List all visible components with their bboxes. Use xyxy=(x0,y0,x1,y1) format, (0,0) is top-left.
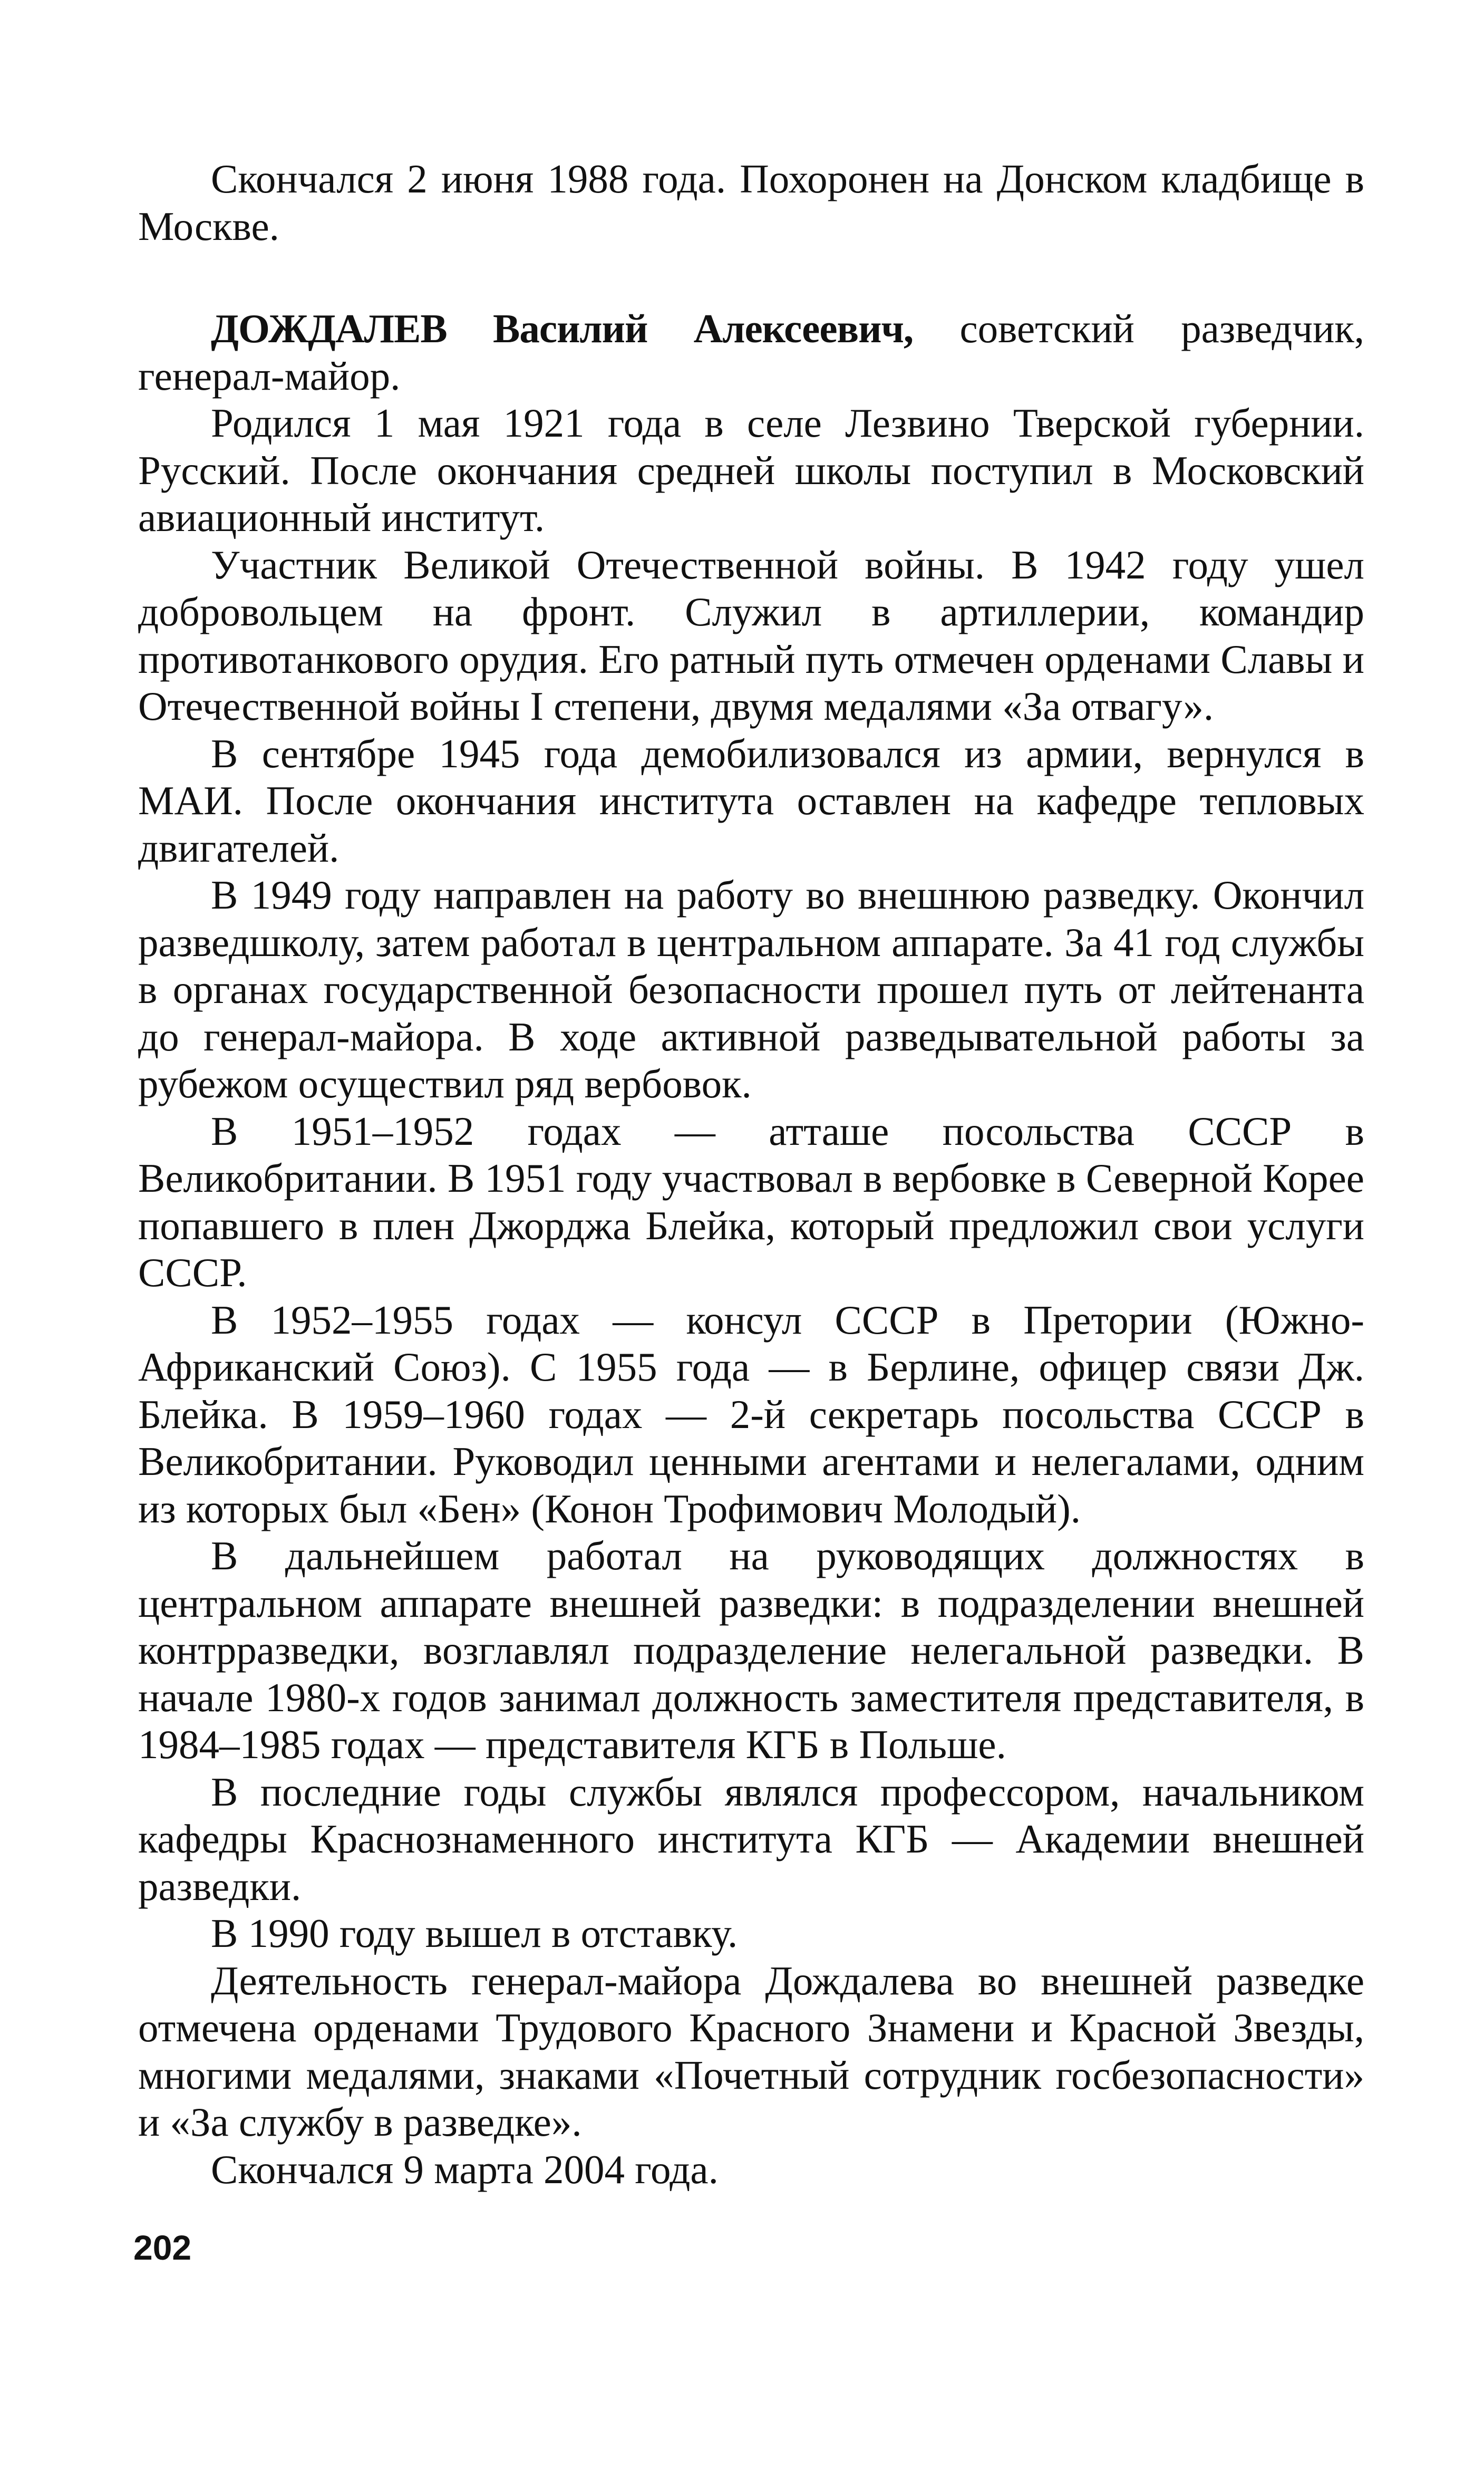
entry-descriptor: советский разведчик, генерал-майор. xyxy=(138,306,1364,399)
entry-paragraph-central-apparatus: В дальнейшем работал на руководящих должностях в центральном аппарате внешней разведки: в подразделении внешней контрразведки, возглавлял подразделение нелегальной разведки. В начале 1980-х годов занимал должность заместителя представителя, в 1984–1985 годах — представителя КГБ в Польше. xyxy=(138,1533,1364,1767)
entry-paragraph-academy: В последние годы службы являлся профессором, начальником кафедры Краснознаменного института КГБ — Академии внешней разведки. xyxy=(138,1769,1364,1909)
entry-paragraph-pretoria: В 1952–1955 годах — консул СССР в Претории (Южно-Африканский Союз). С 1955 года — в Берлине, офицер связи Дж. Блейка. В 1959–1960 годах — 2-й секретарь посольства СССР в Великобритании. Руководил ценными агентами и нелегалами, одним из которых был «Бен» (Конон Трофимович Молодый). xyxy=(138,1297,1364,1531)
page-number: 202 xyxy=(133,2228,192,2267)
entry-paragraph-demobilization: В сентябре 1945 года демобилизовался из армии, вернулся в МАИ. После окончания института оставлен на кафедре тепловых двигателей. xyxy=(138,730,1364,871)
entry-separator xyxy=(138,250,1364,305)
entry-paragraph-birth: Родился 1 мая 1921 года в селе Лезвино Тверской губернии. Русский. После окончания средней школы поступил в Московский авиационный институт. xyxy=(138,400,1364,540)
text-column xyxy=(138,156,1364,2193)
entry-heading-paragraph xyxy=(138,305,1364,400)
entry-paragraph-war: Участник Великой Отечественной войны. В 1942 году ушел добровольцем на фронт. Служил в артиллерии, командир противотанкового орудия. Его ратный путь отмечен орденами Славы и Отечественной войны I степени, двумя медалями «За отвагу». xyxy=(138,542,1364,729)
entry-name: ДОЖДАЛЕВ Василий Алексеевич, xyxy=(211,306,914,351)
entry-paragraph-britain: В 1951–1952 годах — атташе посольства СССР в Великобритании. В 1951 году участвовал в вербовке в Северной Корее попавшего в плен Джорджа Блейка, который предложил свои услуги СССР. xyxy=(138,1108,1364,1295)
entry-paragraph-intelligence: В 1949 году направлен на работу во внешнюю разведку. Окончил разведшколу, затем работал в центральном аппарате. За 41 год службы в органах государственной безопасности прошел путь от лейтенанта до генерал-майора. В ходе активной разведывательной работы за рубежом осуществил ряд вербовок. xyxy=(138,872,1364,1106)
entry-paragraph-death: Скончался 9 марта 2004 года. xyxy=(211,2146,719,2192)
entry-paragraph-awards: Деятельность генерал-майора Дождалева во внешней разведке отмечена орденами Трудового Красного Знамени и Красной Звезды, многими медалями, знаками «Почетный сотрудник госбезопасности» и «За службу в разведке». xyxy=(138,1957,1364,2145)
entry-paragraph-retirement: В 1990 году вышел в отставку. xyxy=(211,1911,738,1956)
previous-entry-closing-paragraph: Скончался 2 июня 1988 года. Похоронен на Донском кладбище в Москве. xyxy=(138,156,1364,249)
